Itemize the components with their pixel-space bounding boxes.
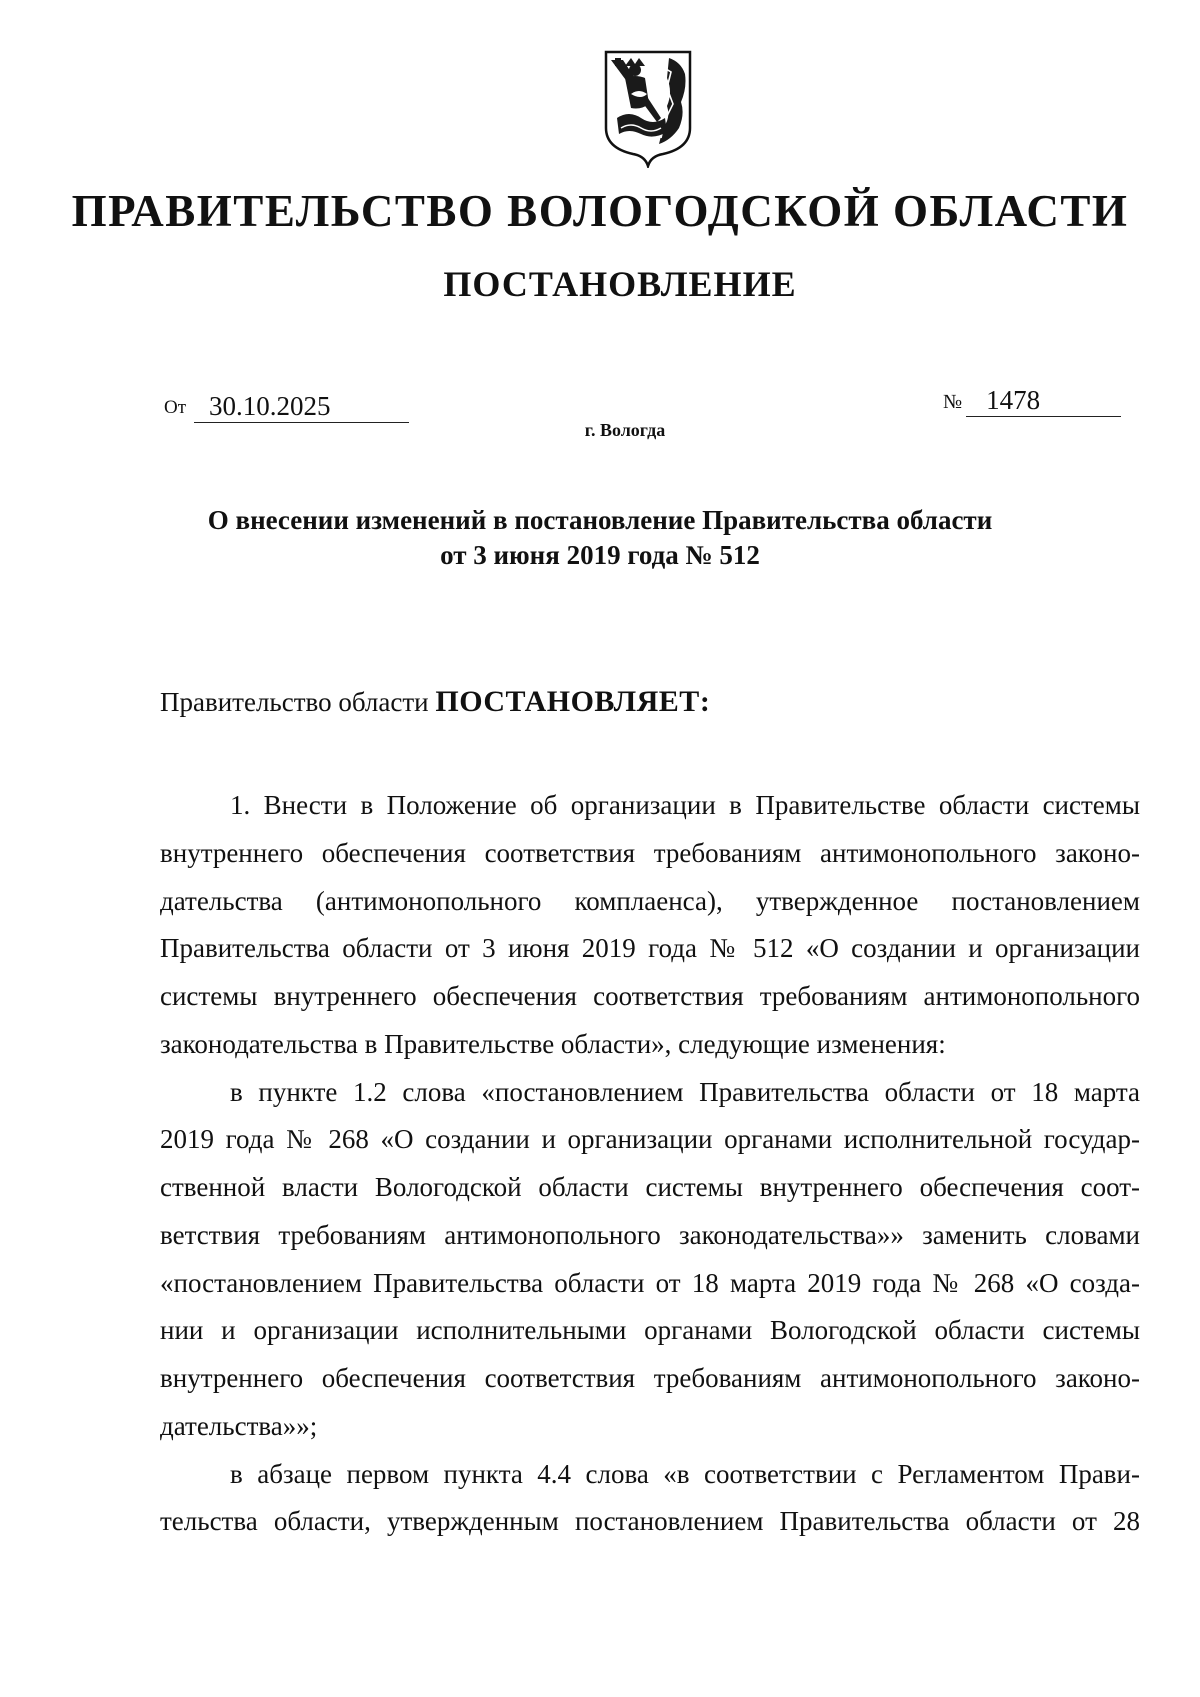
body-line: 2019 года № 268 «О создании и организации органами исполнительной государ- [160,1124,1140,1155]
document-subject [150,503,1050,573]
body-line: внутреннего обеспечения соответствия требованиям антимонопольного законо- [160,837,1140,868]
city: г. Вологда [584,420,666,440]
body-line: тельства области, утвержденным постановлением Правительства области от 28 [160,1506,1140,1537]
number-label: № [943,391,963,413]
body-line: 1. Внести в Положение об организации в Правительстве области системы [230,790,1140,820]
document-date: 30.10.2025 [194,390,409,423]
government-title: ПРАВИТЕЛЬСТВО ВОЛОГОДСКОЙ ОБЛАСТИ [71,186,1129,236]
document-type: ПОСТАНОВЛЕНИЕ [443,264,797,304]
body-line: Правительства области от 3 июня 2019 года № 512 «О создании и организации [160,933,1140,964]
body-line: в пункте 1.2 слова «постановлением Правительства области от 18 марта [230,1076,1140,1107]
decree-verb: ПОСТАНОВЛЯЕТ: [435,685,711,718]
body-line: «постановлением Правительства области от 18 марта 2019 года № 268 «О созда- [160,1267,1140,1298]
decree-statement [160,684,710,720]
document-body [160,782,1140,1546]
body-line: системы внутреннего обеспечения соответствия требованиям антимонопольного [160,981,1140,1011]
vologda-coat-of-arms-icon [601,48,695,168]
body-line: дательства»»; [160,1410,318,1441]
document-number-row [943,384,1121,417]
body-line: ственной власти Вологодской области системы внутреннего обеспечения соот- [160,1172,1140,1202]
body-line: нии и организации исполнительными органами Вологодской области системы [160,1315,1140,1346]
date-label: От [164,397,187,418]
body-line: дательства (антимонопольного комплаенса), утвержденное постановлением [160,885,1140,916]
body-line: законодательства в Правительстве области», следующие изменения: [160,1028,946,1059]
body-line: внутреннего обеспечения соответствия требованиям антимонопольного законо- [160,1363,1140,1393]
document-number: 1478 [966,384,1121,417]
body-line: в абзаце первом пункта 4.4 слова «в соответствии с Регламентом Прави- [230,1458,1140,1489]
subject-line: от 3 июня 2019 года № 512 [440,540,760,570]
decree-intro: Правительство области [160,687,436,717]
body-line: ветствия требованиям антимонопольного законодательства»» заменить словами [160,1219,1140,1250]
subject-line: О внесении изменений в постановление Правительства области [207,505,993,535]
